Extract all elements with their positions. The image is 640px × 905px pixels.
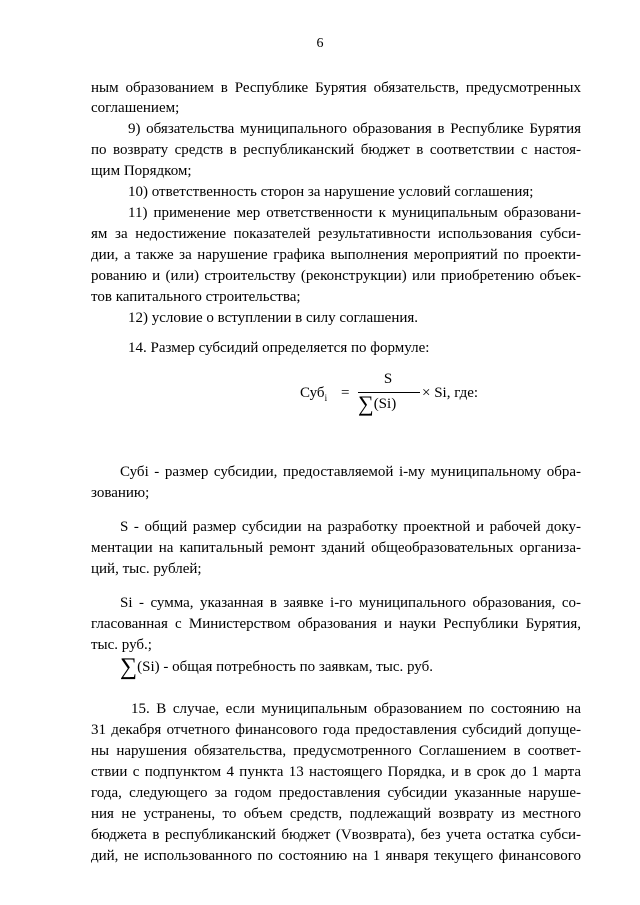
text-line: ным образованием в Республике Бурятия обязательств, предусмотренных — [91, 80, 581, 96]
text-line: соглашением; — [91, 100, 180, 116]
sigma-icon: ∑ — [120, 654, 138, 680]
formula-denominator: ∑(Si) — [358, 391, 397, 416]
text-line: S - общий размер субсидии на разработку проектной и рабочей доку- — [120, 519, 581, 535]
text-line: гласованная с Министерством образования и науки Республики Бурятия, — [91, 616, 581, 632]
text-line: 10) ответственность сторон за нарушение условий соглашения; — [128, 184, 534, 200]
text-line: ствии с подпунктом 4 пункта 13 настоящего Порядка, и в срок до 1 марта — [91, 764, 581, 780]
text-line: тов капитального строительства; — [91, 289, 301, 305]
formula-equals: = — [341, 385, 350, 401]
text-line: 15. В случае, если муниципальным образованием по состоянию на — [131, 701, 581, 717]
sum-definition: ∑(Si) - общая потребность по заявкам, тыс. руб. — [120, 654, 433, 680]
formula-numerator: S — [383, 371, 393, 387]
formula-rhs: × Si, где: — [422, 385, 479, 401]
sigma-icon: ∑ — [358, 391, 374, 416]
text-line: года, следующего за годом предоставления субсидии указанные наруше- — [91, 785, 581, 801]
page-number: 6 — [316, 36, 324, 51]
text-line: Si - сумма, указанная в заявке i-го муниципального образования, со- — [120, 595, 581, 611]
text-line: рованию и (или) строительству (реконструкции) или приобретению объек- — [91, 268, 581, 284]
text-line: ны нарушения обязательства, предусмотренного Соглашением в соответ- — [91, 743, 581, 759]
text-line: ций, тыс. рублей; — [91, 561, 202, 577]
text-line: зованию; — [91, 485, 150, 501]
text-line: Субi - размер субсидии, предоставляемой i-му муниципальному обра- — [120, 464, 581, 480]
text-line: дии, а также за нарушение графика выполнения мероприятий по проекти- — [91, 247, 581, 263]
text-line: щим Порядком; — [91, 163, 192, 179]
text-line: 9) обязательства муниципального образования в Республике Бурятия — [128, 121, 581, 137]
text-line: бюджета в республиканский бюджет (Vвозврата), без учета остатка субси- — [91, 827, 581, 843]
section-heading: 14. Размер субсидий определяется по формуле: — [128, 340, 430, 356]
text-line: ния не устранены, то объем средств, подлежащий возврату из местного — [91, 806, 581, 822]
text-line: тыс. руб.; — [91, 637, 152, 653]
text-line: 31 декабря отчетного финансового года предоставления субсидий допуще- — [91, 722, 581, 738]
text-line: ям за недостижение показателей результативности использования субси- — [91, 226, 581, 242]
text-line: 11) применение мер ответственности к муниципальным образовани- — [128, 205, 581, 221]
text-line: по возврату средств в республиканский бюджет в соответствии с настоя- — [91, 142, 581, 158]
text-line: 12) условие о вступлении в силу соглашения. — [128, 310, 419, 326]
formula-lhs: Суб$_i$ — [300, 385, 328, 403]
text-line: ментации на капитальный ремонт зданий общеобразовательных организа- — [91, 540, 581, 556]
subsidy-formula — [300, 371, 500, 425]
text-line: дий, не использованного по состоянию на 1 января текущего финансового — [91, 848, 581, 864]
